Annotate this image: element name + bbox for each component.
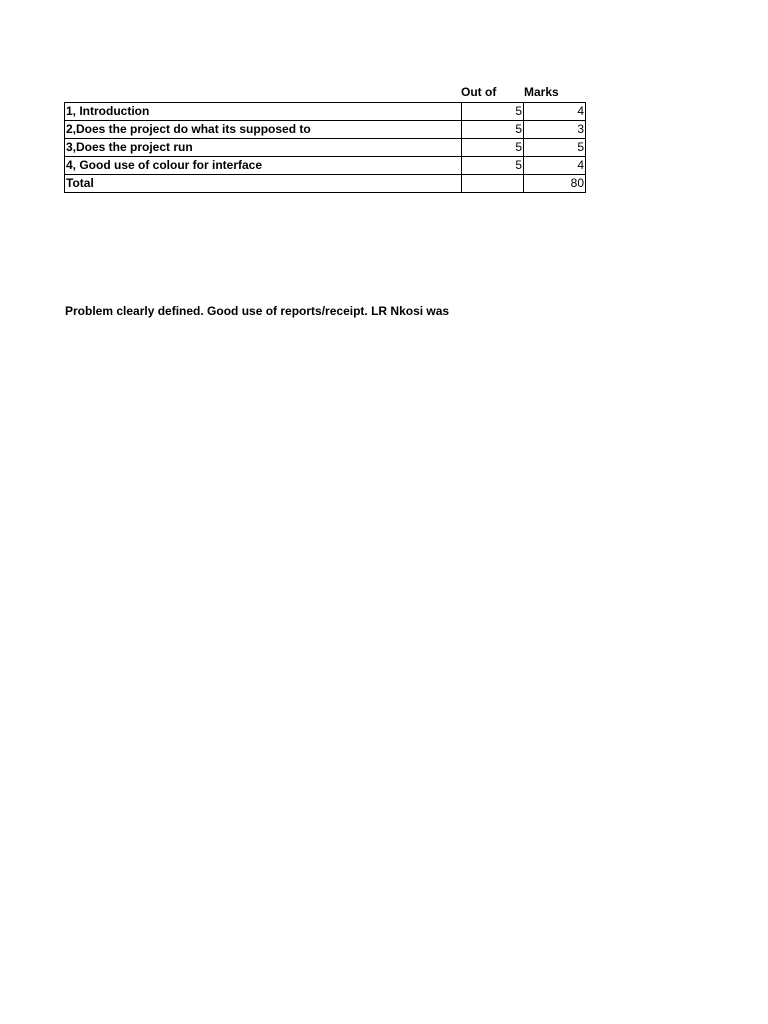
marks-cell: 4 xyxy=(524,157,586,175)
criterion-label: 2,Does the project do what its supposed to xyxy=(65,121,462,139)
criterion-label: 3,Does the project run xyxy=(65,139,462,157)
total-out-of-cell xyxy=(462,175,524,193)
table-row xyxy=(65,103,586,121)
criterion-label: 1, Introduction xyxy=(65,103,462,121)
total-label: Total xyxy=(65,175,462,193)
out-of-cell: 5 xyxy=(462,157,524,175)
out-of-cell: 5 xyxy=(462,139,524,157)
header-marks: Marks xyxy=(524,85,559,99)
assessor-comment: Problem clearly defined. Good use of reports/receipt. LR Nkosi was xyxy=(65,304,450,318)
header-out-of: Out of xyxy=(461,85,497,99)
marks-cell: 3 xyxy=(524,121,586,139)
out-of-cell: 5 xyxy=(462,121,524,139)
table-row xyxy=(65,139,586,157)
table-row xyxy=(65,157,586,175)
out-of-cell: 5 xyxy=(462,103,524,121)
total-row xyxy=(65,175,586,193)
table-row xyxy=(65,121,586,139)
total-marks-cell: 80 xyxy=(524,175,586,193)
marks-cell: 4 xyxy=(524,103,586,121)
marks-table xyxy=(64,102,586,193)
marks-cell: 5 xyxy=(524,139,586,157)
criterion-label: 4, Good use of colour for interface xyxy=(65,157,462,175)
